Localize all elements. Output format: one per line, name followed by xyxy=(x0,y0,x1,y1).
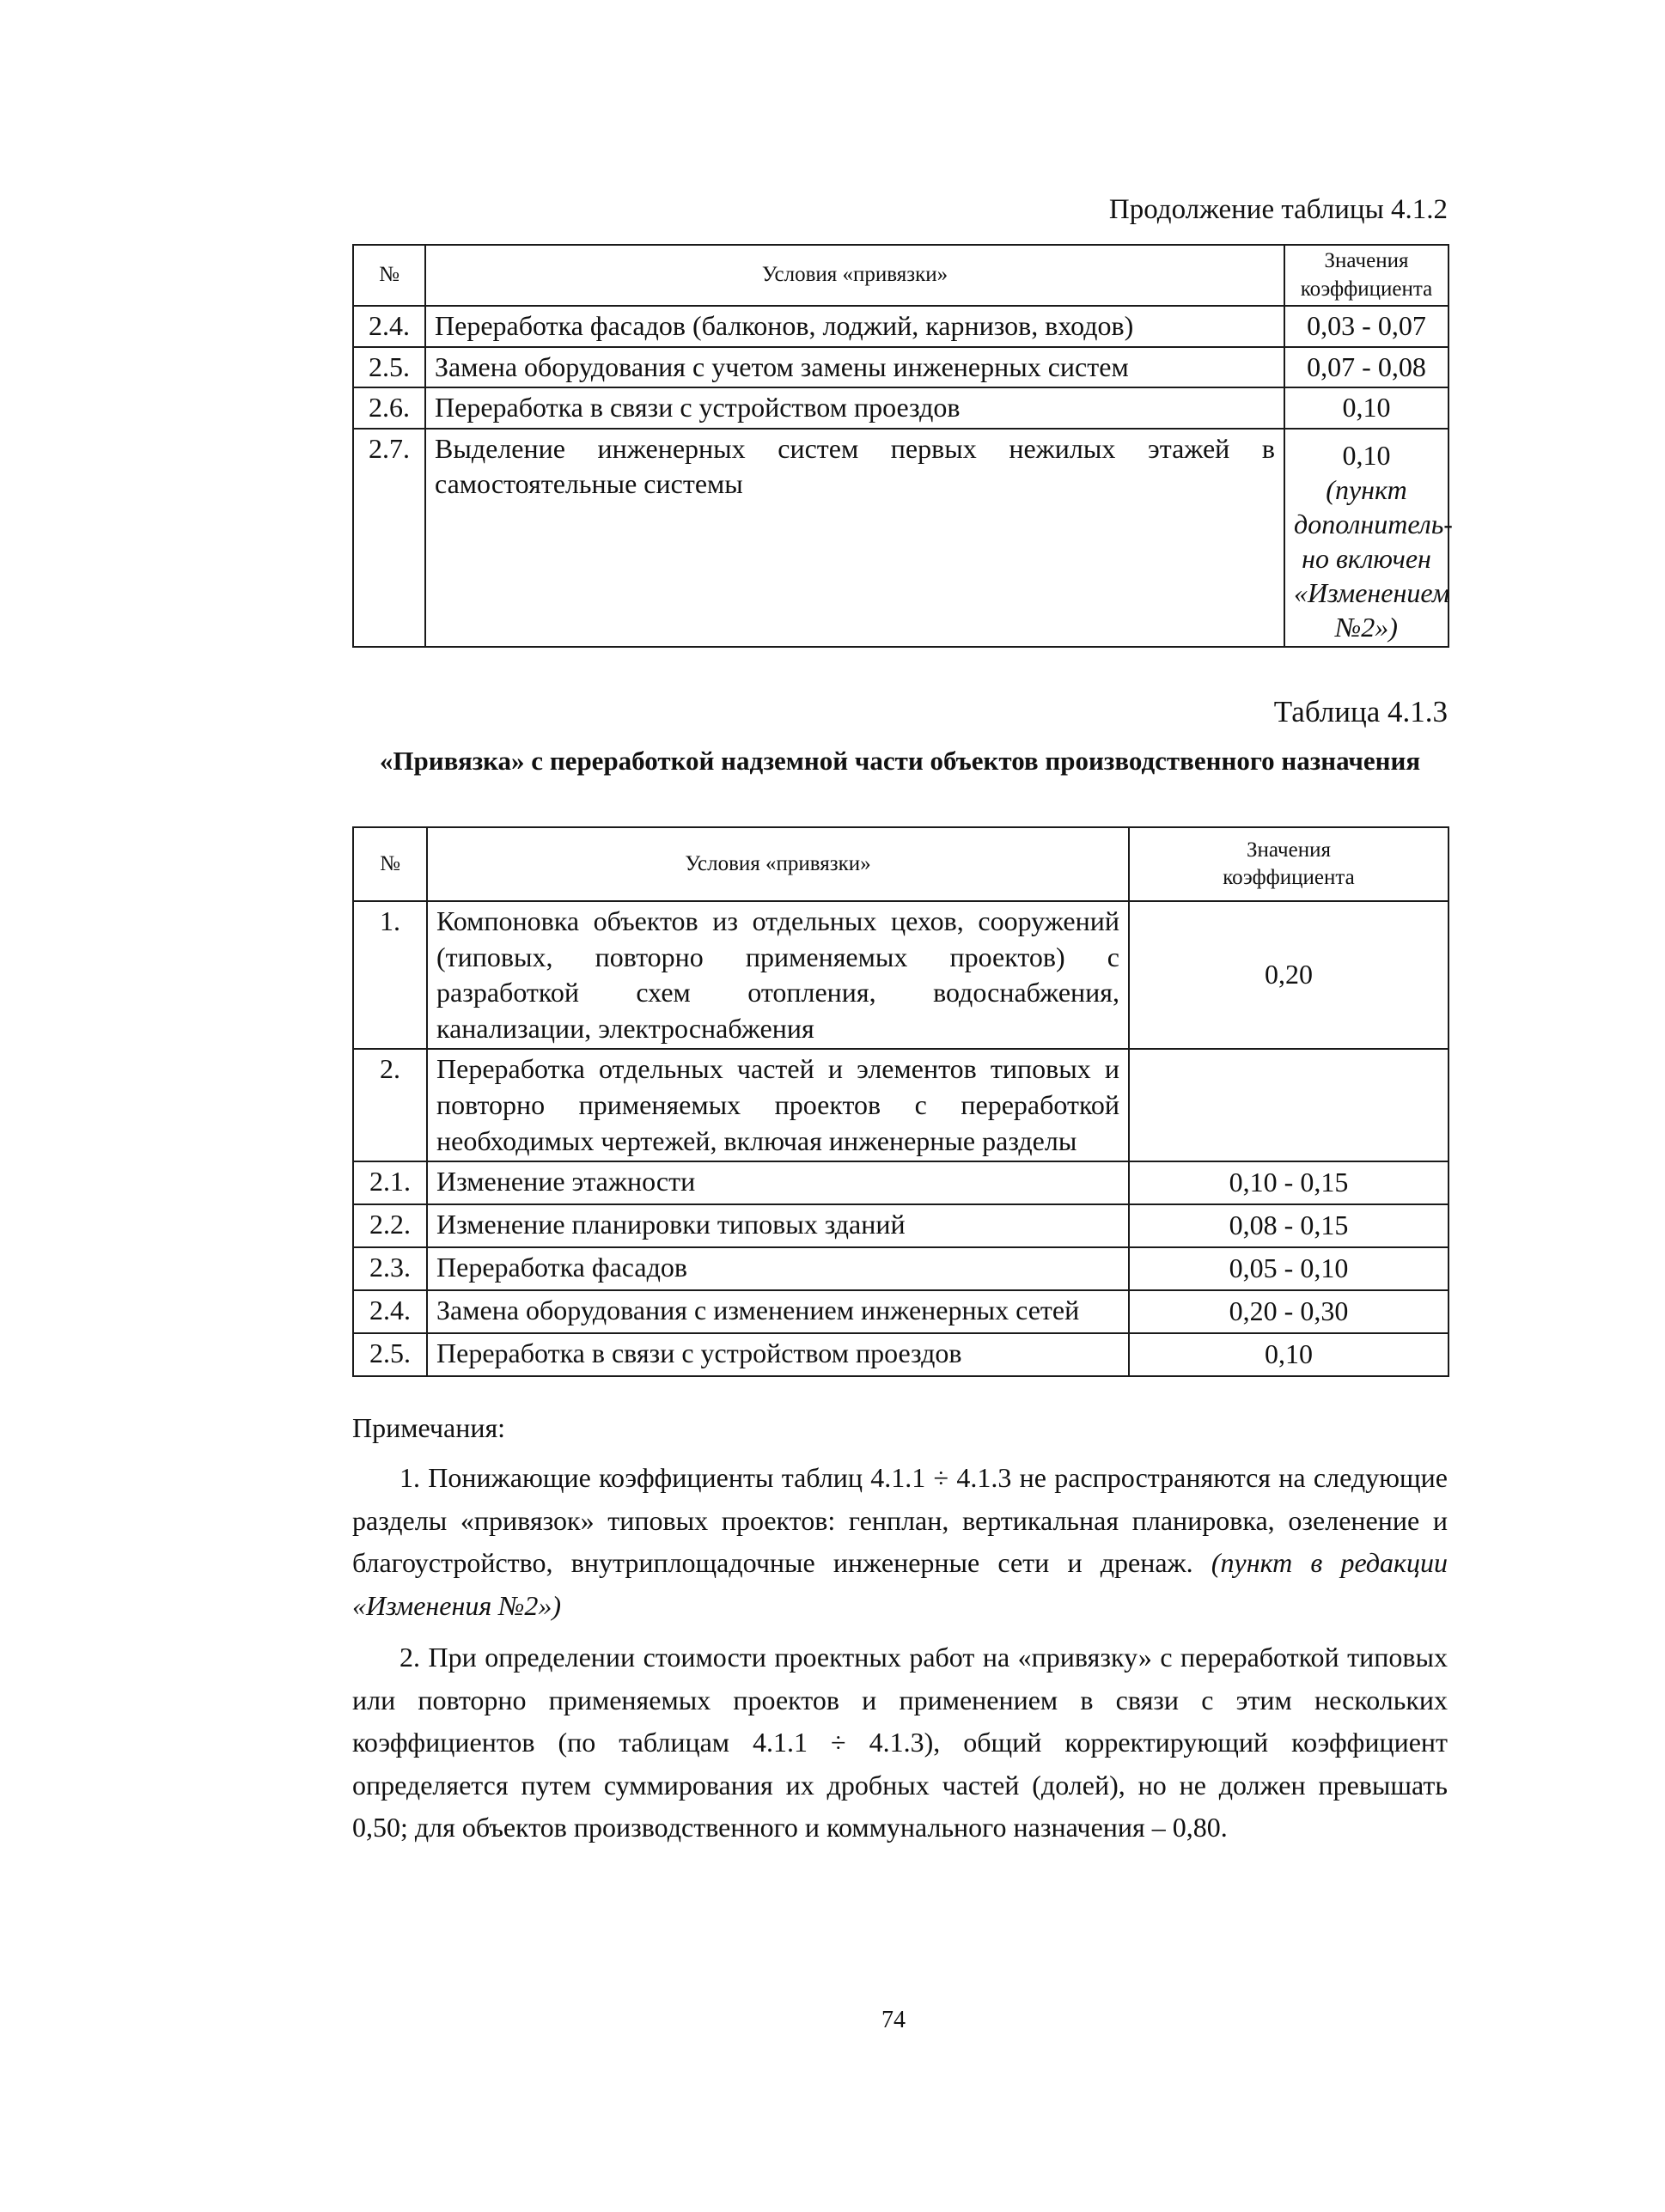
row-value: 0,10 xyxy=(1342,439,1391,471)
row-num: 2.3. xyxy=(353,1247,427,1290)
table-row xyxy=(353,1333,1448,1376)
row-num: 2.4. xyxy=(353,306,425,347)
header-condition: Условия «привязки» xyxy=(427,827,1129,901)
row-condition: Изменение планировки типовых зданий xyxy=(427,1204,1129,1247)
table-header-row xyxy=(353,245,1448,306)
row-condition: Изменение этажности xyxy=(427,1161,1129,1204)
header-condition: Условия «привязки» xyxy=(425,245,1284,306)
row-value: 0,10 - 0,15 xyxy=(1129,1161,1448,1204)
table-row xyxy=(353,429,1448,647)
row-num: 2.2. xyxy=(353,1204,427,1247)
table-row xyxy=(353,1247,1448,1290)
note-1-text: 1. Понижающие коэффициенты таблиц 4.1.1 ÷ 4.1.3 не распространяются на следующие разделы «привязок» типовых проектов: генплан, вертикальная планировка, озеленение и благоустройство, внутриплощадочные инженерные сети и дренаж. xyxy=(352,1462,1448,1579)
continuation-caption: Продолжение таблицы 4.1.2 xyxy=(1108,194,1448,225)
note-1 xyxy=(352,1457,1448,1627)
row-value-note: (пункт дополнитель-но включен «Изменением №2») xyxy=(1294,473,1453,643)
row-value-cell xyxy=(1284,429,1453,647)
row-condition: Компоновка объектов из отдельных цехов, сооружений (типовых, повторно применяемых проектов) с разработкой схем отопления, водоснабжения, канализации, электроснабжения xyxy=(427,901,1129,1049)
table-row xyxy=(353,347,1448,388)
row-num: 2.4. xyxy=(353,1290,427,1333)
row-condition: Выделение инженерных систем первых нежилых этажей в самостоятельные системы xyxy=(425,429,1284,647)
table-row xyxy=(353,1290,1448,1333)
table-row xyxy=(353,1161,1448,1204)
header-value: Значения коэффициента xyxy=(1129,827,1448,901)
note-2: 2. При определении стоимости проектных работ на «привязку» с переработкой типовых или повторно применяемых проектов и применением в связи с этим нескольких коэффициентов (по таблицам 4.1.1 ÷ 4.1.3), общий корректирующий коэффициент определяется путем суммирования их дробных частей (долей), но не должен превышать 0,50; для объектов производственного и коммунального назначения – 0,80. xyxy=(352,1642,1448,1843)
row-value: 0,08 - 0,15 xyxy=(1129,1204,1448,1247)
notes-title: Примечания: xyxy=(352,1412,506,1443)
row-num: 1. xyxy=(353,901,427,1049)
note-1-italic: (пункт в редакции «Изменения №2») xyxy=(352,1547,1448,1621)
row-num: 2.6. xyxy=(353,387,425,429)
header-value: Значения коэффициента xyxy=(1284,245,1448,306)
row-num: 2.1. xyxy=(353,1161,427,1204)
table-header-row xyxy=(353,827,1448,901)
row-condition: Переработка в связи с устройством проездов xyxy=(425,387,1284,429)
row-value: 0,03 - 0,07 xyxy=(1284,306,1448,347)
table-title: «Привязка» с переработкой надземной части объектов производственного назначения xyxy=(379,746,1421,776)
row-value: 0,20 - 0,30 xyxy=(1129,1290,1448,1333)
row-condition: Замена оборудования с изменением инженерных сетей xyxy=(427,1290,1129,1333)
row-value: 0,10 xyxy=(1129,1333,1448,1376)
row-num: 2.5. xyxy=(353,347,425,388)
row-num: 2. xyxy=(353,1049,427,1161)
table-row xyxy=(353,1049,1448,1161)
table-row xyxy=(353,901,1448,1049)
row-num: 2.5. xyxy=(353,1333,427,1376)
row-condition: Переработка фасадов xyxy=(427,1247,1129,1290)
row-condition: Замена оборудования с учетом замены инженерных систем xyxy=(425,347,1284,388)
table-row xyxy=(353,306,1448,347)
row-value: 0,07 - 0,08 xyxy=(1284,347,1448,388)
table-4-1-3 xyxy=(352,826,1449,1377)
row-num: 2.7. xyxy=(353,429,425,647)
row-condition: Переработка в связи с устройством проездов xyxy=(427,1333,1129,1376)
row-condition: Переработка фасадов (балконов, лоджий, карнизов, входов) xyxy=(425,306,1284,347)
row-condition: Переработка отдельных частей и элементов типовых и повторно применяемых проектов с переработкой необходимых чертежей, включая инженерные разделы xyxy=(427,1049,1129,1161)
header-num: № xyxy=(353,827,427,901)
page-number: 74 xyxy=(881,2007,906,2033)
row-value: 0,10 xyxy=(1284,387,1448,429)
row-value xyxy=(1129,1049,1448,1161)
table-row xyxy=(353,1204,1448,1247)
row-value: 0,20 xyxy=(1129,901,1448,1049)
table-4-1-2-continuation xyxy=(352,244,1453,648)
table-row xyxy=(353,387,1448,429)
table-label: Таблица 4.1.3 xyxy=(1273,695,1448,728)
header-num: № xyxy=(353,245,425,306)
row-value: 0,05 - 0,10 xyxy=(1129,1247,1448,1290)
